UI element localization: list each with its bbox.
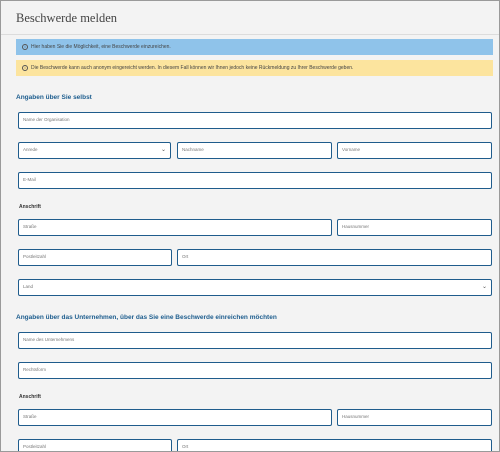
info-circle-icon: i xyxy=(22,44,28,50)
company-housenumber-placeholder: Hausnummer xyxy=(342,414,370,419)
city-placeholder: Ort xyxy=(182,254,189,259)
city-input[interactable] xyxy=(177,249,492,266)
legalform-input[interactable] xyxy=(18,362,492,379)
street-placeholder: Straße xyxy=(23,224,37,229)
company-postcode-input[interactable] xyxy=(18,439,172,452)
address-label-self: Anschrift xyxy=(19,204,41,210)
title-divider xyxy=(1,34,499,35)
info-circle-icon: i xyxy=(22,65,28,71)
info-alert xyxy=(16,39,493,55)
lastname-input[interactable] xyxy=(177,142,332,159)
country-placeholder: Land xyxy=(23,284,34,289)
company-postcode-placeholder: Postleitzahl xyxy=(23,444,47,449)
salutation-select[interactable] xyxy=(18,142,171,159)
email-input[interactable] xyxy=(18,172,492,189)
legalform-placeholder: Rechtsform xyxy=(23,367,47,372)
postcode-placeholder: Postleitzahl xyxy=(23,254,47,259)
firstname-input[interactable] xyxy=(337,142,492,159)
postcode-input[interactable] xyxy=(18,249,172,266)
company-street-input[interactable] xyxy=(18,409,332,426)
section-heading-self: Angaben über Sie selbst xyxy=(16,94,92,101)
chevron-down-icon: ⌄ xyxy=(481,284,487,290)
country-select[interactable] xyxy=(18,279,492,296)
company-city-input[interactable] xyxy=(177,439,492,452)
company-city-placeholder: Ort xyxy=(182,444,189,449)
company-name-input[interactable] xyxy=(18,332,492,349)
firstname-placeholder: Vorname xyxy=(342,147,361,152)
housenumber-placeholder: Hausnummer xyxy=(342,224,370,229)
company-housenumber-input[interactable] xyxy=(337,409,492,426)
street-input[interactable] xyxy=(18,219,332,236)
email-placeholder: E-Mail xyxy=(23,177,36,182)
company-name-placeholder: Name des Unternehmens xyxy=(23,337,75,342)
page-title: Beschwerde melden xyxy=(16,11,118,25)
company-street-placeholder: Straße xyxy=(23,414,37,419)
address-label-company: Anschrift xyxy=(19,394,41,400)
lastname-placeholder: Nachname xyxy=(182,147,204,152)
organisation-input[interactable] xyxy=(18,112,492,129)
salutation-placeholder: Anrede xyxy=(23,147,38,152)
housenumber-input[interactable] xyxy=(337,219,492,236)
section-heading-company: Angaben über das Unternehmen, über das Sie eine Beschwerde einreichen möchten xyxy=(16,314,277,321)
chevron-down-icon: ⌄ xyxy=(160,147,166,153)
info-alert-text: Hier haben Sie die Möglichkeit, eine Beschwerde einzureichen. xyxy=(31,44,171,50)
organisation-placeholder: Name der Organisation xyxy=(23,117,70,122)
warning-alert-text: Die Beschwerde kann auch anonym eingereicht werden. In diesem Fall können wir Ihnen jedoch keine Rückmeldung zu Ihrer Beschwerde geben. xyxy=(31,65,354,71)
warning-alert xyxy=(16,60,493,76)
